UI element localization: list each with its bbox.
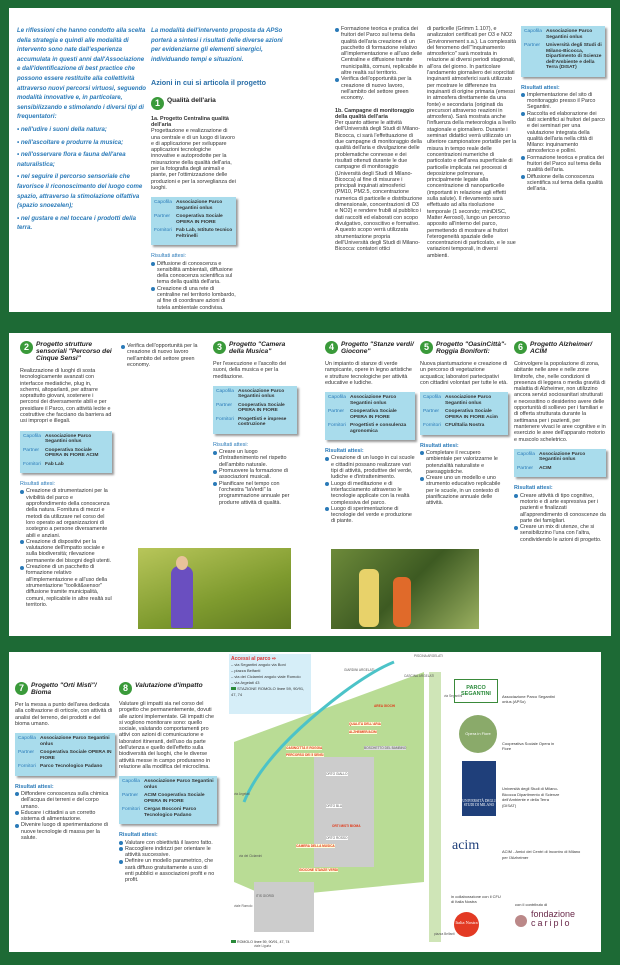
result-item: Formazione teorica e pratica dei fruitori del Parco sul tema della qualità dell'aria. (521, 155, 605, 174)
partner-box (151, 197, 236, 245)
result-item: Definire un modello parametrico, che sarà diffuso gratuitamente a uso di enti pubblici e associazioni profit e no profit. (119, 858, 217, 883)
map-label: GIOCONE STANZE VERDI (299, 868, 339, 872)
paragraph: Nuova piantumazione e creazione di un percorso di vegetazione acquatica; laboratori partecipativi con cittadini volontari per tutte le età. (420, 361, 508, 386)
results-title: Risultati attesi: (514, 485, 553, 492)
result-item: Divenire luogo di sperimentazione di nuove tecnologie di massa per la salute. (15, 822, 115, 841)
street-label: via Argelati (234, 792, 250, 796)
label: Capofila (154, 200, 172, 206)
project-1-heading (151, 97, 236, 110)
paragraph: Per la messa a punto dell'area dedicata alla coltivazione di orticole, con attività di analisi del terreno, dei prodotti e del bioma umano. (15, 702, 113, 727)
project-title: Progetto strutture sensoriali "Percorso dei Cinque Sensi" (36, 341, 112, 362)
value: Cergas Bocconi Parco Tecnologico Padano (144, 807, 197, 818)
italia-nostra-logo: Italia Nostra (454, 912, 479, 937)
access-legend (229, 654, 311, 714)
metro-icon (231, 940, 236, 943)
result-item: Creare uno un modello e uno strumento educativo replicabile per le scuole, in un contesto di pianificazione annuale delle attività. (420, 475, 508, 506)
label: Fornitori (328, 423, 346, 429)
project-3-heading (213, 341, 297, 355)
map-label: ITIS GIORGI (256, 894, 275, 898)
result-item: Verifica dell'opportunità per la creazione di nuovo lavoro, nell'ambito del settore green economy. (335, 76, 423, 101)
label: Partner (122, 793, 139, 799)
value: Cooperativa Sociale OPERA IN FIORE (40, 750, 112, 761)
value: CFU/Italia Nostra (445, 423, 485, 429)
partner-box (420, 392, 508, 435)
map-label: ORTI MISTI BIOMA (332, 824, 361, 828)
project-title: Qualità dell'aria (167, 96, 216, 104)
intro-text: Le riflessioni che hanno condotto alla scelta della strategia e quindi alle modalità di intervento sono nate dall'esperienza accumulata in questi anni dall'Associazione e dall'identificazione di best practice che possono essere restituite alla collettività attraverso nuovi percorsi virtuosi, seguendo modalità innovative e, in particolare, sensibilizzando e stimolando i diversi tipi di frequentatori: (17, 27, 147, 121)
column-1b-results (521, 26, 605, 193)
subheading: 1a. Progetto Centralina qualità dell'aria (151, 115, 229, 128)
project-8 (119, 682, 217, 884)
results-title: Risultati attesi: (420, 442, 459, 449)
logo-text: fondazione (531, 909, 576, 919)
result-item: Formazione teorica e pratica dei fruitori del Parco sul tema della qualità dell'aria creazione di un pacchetto di formazione relativo all'implementazione e all'uso delle Centraline e diffusione tramite municipalità, comuni, replicabile in altre realtà sul territorio. (335, 26, 423, 76)
label: Partner (216, 402, 233, 408)
intro-left (17, 26, 147, 233)
map-label: OASINCITTÀ E ROGGIA (286, 746, 323, 750)
partners-column (449, 652, 601, 952)
value: Cooperativa Sociale OPERA IN FIORE (350, 409, 397, 420)
label: Capofila (517, 451, 535, 457)
number-badge-icon: 6 (514, 341, 527, 354)
project-8-heading (119, 682, 217, 695)
map-label: ORTO GIALLO (326, 772, 348, 776)
label: Partner (423, 409, 440, 415)
cariplo-seal-icon (515, 915, 527, 927)
paragraph: Coinvolgere la popolazione di zona, abitante nelle aree e nelle zone limitrofe, che, nelle condizioni di presenza di leggera o media gravità di malattia di Alzheimer, non utilizzino ancora servizi sociosanitari strutturati e necessitino o desiderino avere delle opportunità di sollievo per i familiari e di offerta strutturata durante la settimana per i pazienti, per mantenere vivaci le aree cognitive e in esercizio le aree dell'apparato motorio e muscolo scheletrico. (514, 361, 606, 443)
project-3 (213, 341, 297, 506)
number-badge-icon: 7 (15, 682, 28, 695)
project-2-heading (20, 341, 112, 362)
label: Partner (328, 409, 345, 415)
label: Partner (23, 447, 40, 453)
result-item: Creazione di una rete di centraline nel territorio lombardo, al fine di coordinare azioni di tutela ambientale condivisa. (151, 286, 236, 311)
partner-name: ACIM - Amici dei Centri di Incontro di Milano per l'Alzheimer (502, 849, 581, 860)
project-title: Progetto "OasinCittà"- Roggia Boniforti: (436, 341, 507, 355)
column-1b (335, 26, 423, 257)
partner-box (213, 386, 297, 434)
map-label: GIARDINI ARGELATI (344, 668, 375, 672)
project-title: Progetto "Stanze verdi/ Giocone" (341, 341, 414, 355)
value: Associazione Parco Segantini onlus (539, 451, 586, 463)
number-badge-icon: 5 (420, 341, 433, 354)
result-item: Creare attività di tipo cognitivo, motorio e di arte espressiva per i pazienti e finalizzati all'apprendimento di conoscenze da parte dei famigliari. (514, 493, 606, 524)
kids-climbing-photo (331, 549, 479, 629)
project-2-cont (121, 343, 205, 368)
number-badge-icon: 1 (151, 97, 164, 110)
station-text: ROMOLO linee 59, 90/91, 47, 74 (237, 940, 290, 944)
intro-right-column (151, 26, 291, 311)
value: Università degli Studi di Milano-Bicocca, Dipartimento di Scienze dell'Ambiente e della Terra (DISAT) (546, 43, 602, 70)
value: Associazione Parco Segantini onlus (445, 395, 492, 406)
paragraph: Per l'esecuzione e l'ascolto dei suoni, della musica e per la meditazione. (213, 361, 287, 380)
partner-name: Università degli Studi di Milano-Bicocca Dipartimento di Scienze dell'Ambiente e della Terra (DISAT) (502, 786, 560, 808)
intro-bullet: • nell'udire i suoni della natura; (17, 125, 107, 133)
value: Associazione Parco Segantini onlus (40, 736, 110, 747)
result-item: Diffusione di conoscenza e sensibilità ambientali, diffusione della conoscenza scientifica sul tema della qualità dell'aria. (151, 261, 236, 286)
contribution-text: con il contributo di (515, 902, 548, 907)
metro-icon (231, 687, 236, 690)
value: Associazione Parco Segantini onlus (144, 779, 214, 790)
result-item: Valutare con obiettività il lavoro fatto. (119, 840, 217, 846)
station-text: STAZIONE ROMOLO linee 59, 90/91, 47, 74 (231, 686, 305, 697)
value: Cooperativa Sociale OPERA IN FIORE Acim (445, 409, 498, 420)
value: Cooperativa Sociale OPERA IN FIORE (176, 214, 223, 225)
result-item: Completare il recupero ambientale per valorizzarne le potenzialità naturaliste e paesaggistiche. (420, 450, 508, 475)
value: Progettisti e consulenza agronomica (350, 423, 407, 434)
violin-girl-photo (138, 548, 291, 629)
access-item: – via Argelati 43 (231, 680, 260, 685)
label: Capofila (18, 736, 36, 742)
paragraph: Progettazione e realizzazione di una centrale e di un luogo di lavoro e di applicazione per sviluppare applicazioni tecnologiche innovative e autoprodotte per la misurazione della qualità dell'aria, per la fotografia degli animali e piante, per l'ottimizzazione delle produzioni e per la sorveglianza dei luoghi. (151, 128, 236, 191)
label: Fornitori (216, 416, 234, 422)
results-title: Risultati attesi: (521, 84, 560, 91)
map-label: AREA GIOCHI (374, 704, 396, 708)
result-item: Creazione di un luogo in cui scuole e cittadini possano realizzare vari tipi di attività, produttive del verde, ludiche e d'intrattenimento. (325, 455, 415, 480)
map-label: PERCORSO DEI 5 SENSI (286, 753, 324, 757)
value: Associazione Parco Segantini onlus (350, 395, 397, 406)
label: Partner (524, 43, 541, 48)
intro-bullets (17, 125, 147, 233)
result-item: Verifica dell'opportunità per la creazione di nuovo lavoro nell'ambito del settore green economy. (121, 343, 205, 368)
partner-box (15, 733, 115, 776)
result-item: Diffondere conoscenza sulla chimica dell'acqua dei terreni e del corpo umano. (15, 791, 115, 810)
number-badge-icon: 8 (119, 682, 132, 695)
project-6 (514, 341, 606, 543)
panel-page-3 (9, 652, 601, 952)
partner-box (514, 449, 606, 478)
map-label: CAMERA DELLA MUSICA (296, 844, 335, 848)
map-label: PISCINA ARGELATI (414, 654, 443, 658)
result-item: Creazione di strumentazioni per la vivibilità del parco e approfondimento della conoscenza della natura. Fornitura di mezzi e metodi da utilizzare nel corso del loro operato ad organizzazioni di sostegno a persone diversamente abili e anziani. (20, 488, 112, 538)
label: Capofila (524, 29, 542, 34)
parco-segantini-logo: PARCO SEGANTINI (454, 679, 498, 703)
results-title: Risultati attesi: (213, 441, 249, 448)
project-7-heading (15, 682, 115, 696)
result-item: Diffusione della conoscenza scientifica sul tema della qualità dell'aria. (521, 174, 605, 193)
result-item: Creare un mix di utenze, che si sensibilizzino l'una con l'altra, condividendo le azioni di progetto. (514, 524, 606, 543)
label: Capofila (423, 395, 441, 401)
value: Associazione Parco Segantini onlus (238, 388, 285, 400)
result-item: Raccogliere indirizzi per orientare le attività successive. (119, 846, 217, 859)
result-item: Raccolta ed elaborazione dei dati scientifici ai fruitori del parco e dei seminari per una valutazione integrata della qualità dell'aria nella città di Milano: inquinamento atmosferico e pollini. (521, 111, 605, 155)
project-title: Progetto "Camera della Musica" (229, 341, 286, 355)
project-title: Progetto "Orti Misti"/ Bioma (31, 682, 97, 696)
street-label: viale Romolo (234, 904, 253, 908)
paragraph: Per quanto attiene le attività dell'Università degli Studi di Milano-Bicocca, ci sarà l'effettuazione di due campagne di monitoraggio della qualità dell'aria e divulgazione delle problematiche connesse e dei risultati ottenuti durante le due campagne di monitoraggio (Università degli Studi di Milano-Bicocca) al fine di misurare i principali inquinati atmosferici (PM10, PM2.5, concentrazione numerica di particelle e distribuzione dimensionale, concentrazioni di O3 e NO2) e rendere frubili al pubblico i dati raccolti ed elaborati con scopo divulgativo, conoscitivo e formativo. A questo scopo verrà utilizzata strumentazione propria dell'Università degli Studi di Milano-Bicocca: contatori ottici (335, 120, 423, 253)
value: ACIM (539, 465, 552, 471)
label: Partner (517, 465, 534, 471)
street-label: viale Liguria (254, 944, 272, 948)
paragraph: di particelle (Grimm 1.107), e analizzatori certificati per O3 e NO2 (Environnement s.a.). La complessità del fenomeno dell'"inquinamento atmosferico" sarà mostrata in relazione ai diversi periodi stagionali, all'ora del giorno. In particolare l'andamento giornaliero dei soprcitati inquinanti atmosferici sarà utilizzato per mostrare le differenze tra inquinanti di origine primaria (emessi in atmosfera direttamente da una fonte) e secondaria (originati da precursori attraverso reazioni in atmosfera). Sarà mostrata anche l'influenza della meteorologia a livello stagionale e giornaliero. Durante i seminari didattici verrà utilizzato un ulteriore campionatore portatile per la misura in tempo reale delle concentrazioni numeriche di particolato e dell'area superficiale di particelle implicata nei processi di deposizione polmonare, principalmente legate alla concentrazione di nanoparticelle (importanti in relazione agli effetti sulla salute). Il rilevamento sarà effettuato ad alta risoluzione temporale (1 secondo; miniDISC, Matter Aerosol), lungo un percorso apposito all'interno del parco, permettendo di mostrare ai fruitori l'eterogeneità spaziale delle concentrazioni di particolato, e le sue variazioni temporali, in diversi ambienti. (427, 26, 517, 259)
result-item: Creazione di dispositivi per la valutazione dell'impatto sociale e sulla biodiversità; rilevazione permanente dei bisogni degli utenti. (20, 539, 112, 564)
metro-station-bottom (231, 940, 290, 944)
label: Fornitori (423, 423, 441, 429)
intro-bullet: • nell'ascoltare e produrre la musica; (17, 138, 124, 146)
metro-station (231, 686, 309, 698)
project-2 (20, 341, 112, 608)
subheading: 1b. Campagne di monitoraggio della qualità dell'aria (335, 107, 415, 120)
label: Fornitori (154, 228, 172, 234)
result-item: Creare un luogo d'intrattenimento nel rispetto dell'ambito naturale. (213, 449, 297, 468)
intro-right: La modalità dell'intervento proposta da APSo porterà a sintesi i risultati delle diverse azioni per evidenziarne gli elementi sinergici, individuando tempi e situazioni. (151, 27, 283, 63)
partner-box (325, 392, 415, 440)
value: Associazione Parco Segantini onlus (546, 29, 593, 40)
value: Parco Tecnologico Padano (40, 764, 103, 770)
partner-name: Associazione Parco Segantini onlus (APSo) (502, 694, 555, 704)
results-title: Risultati attesi: (119, 832, 158, 839)
value: Associazione Parco Segantini onlus (176, 200, 223, 211)
acim-logo: acim (452, 838, 480, 853)
label: Capofila (216, 388, 234, 394)
partner-name: Cooperativa Sociale Opera in Fiore (502, 741, 555, 751)
project-title: Valutazione d'impatto (135, 682, 203, 689)
results-title: Risultati attesi: (20, 481, 56, 488)
project-5 (420, 341, 508, 507)
label: Fornitori (23, 461, 41, 467)
map-label: QUALITÀ DELL'ARIA (349, 722, 381, 726)
value: Progettisti e imprese costruzione (238, 416, 287, 428)
street-label: via Segantini (444, 694, 463, 698)
value: Associazione Parco Segantini onlus (45, 433, 92, 445)
project-5-heading (420, 341, 508, 355)
value: Fab Lab (45, 461, 64, 467)
value: ACIM Cooperativa Sociale OPERA IN FIORE (144, 793, 205, 804)
intro-bullet: • nel seguire il percorso sensoriale che favorisce il riconoscimento del luogo come spazio, attraverso la stimolazione olfattiva (spazio snoezelen); (17, 173, 143, 210)
label: Fornitori (18, 764, 36, 770)
fondazione-cariplo-logo (531, 910, 575, 928)
intro-bullet: • nel gustare e nel toccare i prodotti della terra. (17, 214, 136, 232)
label: Capofila (23, 433, 41, 439)
paragraph: Valutare gli impatti sia nel corso del progetto che permanentemente, dovuti alle azioni implementate. Gli impatti che si vogliono monitorare sono: quello sociale, valutando comportamenti pro attivi con azioni di comunicazione e laboratori itineranti, dell'uso da parte dell'utenza e quello dell'effetto sulla biodiversità dei luoghi, che le diverse attività messe in campo produranno in relazione alla modifica del microclima. (119, 701, 214, 770)
project-4-heading (325, 341, 415, 355)
number-badge-icon: 3 (213, 341, 226, 354)
access-item: – via Segantini angolo via Boni (231, 662, 286, 667)
result-item: Creazione di un pacchetto di formazione relativo all'implementazione e all'uso della strumentazione "toolkit&sensor" diffusione tramite municipalità, comuni, replicabile in altre realtà sul territorio. (20, 564, 112, 608)
universita-logo: UNIVERSITÀ DEGLI STUDI DI MILANO (462, 761, 496, 816)
intro-bullet: • nell'osservare flora e fauna dell'area naturalistica; (17, 151, 126, 168)
map-label: ORTO ROSSO (326, 836, 348, 840)
label: Partner (18, 750, 35, 756)
result-item: Luogo di sperimentazione di tecnologie del verde e produzione di piante. (325, 506, 415, 525)
results-title: Risultati attesi: (325, 448, 364, 455)
paragraph: Realizzazione di luoghi di sosta tecnologicamente avanzati con interfacce mediatiche, plug in, schermi, altoparlanti, per attrarre soprattutto giovani, sostenere i percorsi dei diversamente abili e per presidiare il Parco, con attività lecite e costruttive che facciano da barriera ad usi impropri e illegali. (20, 368, 112, 425)
arrow-right-icon: ⇨ (271, 656, 277, 662)
label: Capofila (328, 395, 346, 401)
result-item: Pianificare nel tempo con l'orchestra "laVerdi" la programmazione annuale per produrre attività di qualità. (213, 481, 297, 506)
access-item: – piazza Belfanti (231, 668, 261, 673)
paragraph: Un impianto di stanze di verde rampicante, opere in legno artistiche e strutture tecnologiche per attività educative e ludiche. (325, 361, 412, 386)
map-label: ALZHEIMER/ACIM (349, 730, 377, 734)
partner-box (521, 26, 605, 77)
result-item: Educare i cittadini a un corretto sistema di alimentazione. (15, 810, 115, 823)
section-title: Azioni in cui si articola il progetto (151, 78, 267, 88)
opera-in-fiore-logo: Opera in Fiore (459, 715, 497, 753)
street-label: piazza Belfanti (434, 932, 455, 936)
value: Fab Lab, Istituto tecnico Feltrinelli (176, 228, 233, 239)
column-1b-cont (427, 26, 517, 264)
result-item: Luogo di meditazione e di interfacciamento attraverso le tecnologie applicate con la realtà complessiva del parco. (325, 481, 415, 506)
label: Partner (154, 214, 171, 220)
street-label: via dei Ciclamini (239, 854, 263, 858)
results-title: Risultati attesi: (151, 253, 187, 260)
logo-text: cariplo (531, 918, 572, 928)
label: Capofila (122, 779, 140, 785)
number-badge-icon: 2 (20, 341, 33, 354)
partner-box (119, 776, 217, 824)
project-6-heading (514, 341, 606, 355)
label: Fornitori (122, 807, 140, 813)
number-badge-icon: 4 (325, 341, 338, 354)
value: Cooperativa Sociale OPERA IN FIORE ACIM (45, 447, 99, 459)
project-4 (325, 341, 415, 525)
panel-page-1 (9, 8, 611, 312)
map-label: BOSCHETTO DEL BAMBINO (364, 746, 407, 750)
project-7 (15, 682, 115, 841)
collaboration-text: in collaborazione con il CFU di Italia Nostra (451, 894, 501, 904)
map-label: CASCINA ARGELATI (404, 674, 435, 678)
access-item: – via dei Ciclamini angolo viale Romolo (231, 674, 301, 679)
results-title: Risultati attesi: (15, 783, 54, 790)
project-title: Progetto Alzheimer/ ACIM (530, 341, 593, 355)
map-label: ORTO BLU (326, 804, 343, 808)
panel-page-2 (9, 333, 611, 636)
result-item: Promuovere la formazione di associazioni musicali. (213, 468, 297, 481)
access-title-text: Accessi al parco (231, 656, 271, 662)
result-item: Implementazione del sito di monitoraggio presso il Parco Segantini. (521, 92, 605, 111)
value: Cooperativa Sociale OPERA IN FIORE (238, 402, 285, 414)
partner-box (20, 431, 112, 474)
